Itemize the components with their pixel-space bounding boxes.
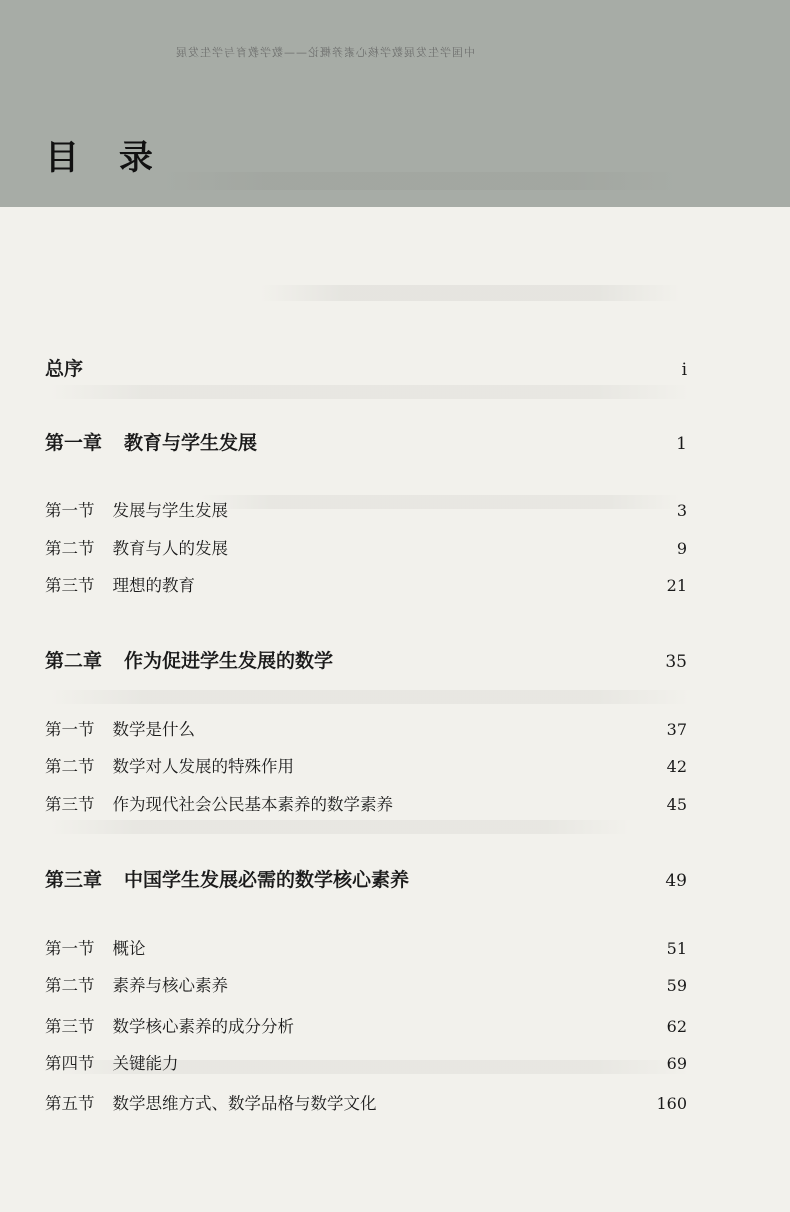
toc-title: 数学对人发展的特殊作用	[112, 757, 294, 776]
toc-page: 45	[666, 795, 687, 814]
toc-label: 第二节	[45, 539, 95, 558]
toc-title: 中国学生发展必需的数学核心素养	[124, 869, 410, 891]
toc-entry-section	[45, 497, 687, 521]
toc-label: 第二节	[45, 757, 95, 776]
toc-label: 第三章	[45, 869, 103, 891]
toc-entry-section	[45, 716, 687, 740]
toc-page: i	[681, 360, 687, 380]
toc-label: 第一章	[45, 432, 103, 454]
toc-entry-section	[45, 1013, 687, 1037]
show-through-line	[50, 820, 630, 834]
toc-entry-chapter	[45, 646, 687, 673]
toc-title: 理想的教育	[112, 576, 195, 595]
toc-page: 35	[665, 652, 687, 672]
toc-label: 第一节	[45, 720, 95, 739]
toc-title: 作为促进学生发展的数学	[124, 650, 334, 672]
toc-page: 42	[666, 757, 687, 776]
toc-page: 3	[676, 501, 687, 520]
toc-label: 第一节	[45, 501, 95, 520]
running-head: 中国学生发展数学核心素养概论——数学教育与学生发展	[175, 46, 475, 59]
toc-title: 关键能力	[112, 1054, 179, 1073]
toc-page: 59	[666, 976, 687, 995]
show-through-line	[50, 385, 690, 399]
toc-page: 51	[666, 939, 687, 958]
toc-title: 作为现代社会公民基本素养的数学素养	[112, 795, 393, 814]
show-through-line	[160, 172, 680, 190]
toc-page: 37	[666, 720, 687, 739]
toc-entry-section	[45, 791, 687, 815]
toc-page: 49	[665, 871, 687, 891]
toc-page: 1	[676, 434, 687, 454]
toc-label: 第一节	[45, 939, 95, 958]
toc-title: 概论	[112, 939, 146, 958]
show-through-line	[260, 285, 680, 301]
toc-title: 教育与学生发展	[124, 432, 258, 454]
toc-label: 第二章	[45, 650, 103, 672]
toc-label: 第五节	[45, 1094, 95, 1113]
toc-label: 第二节	[45, 976, 95, 995]
toc-entry-section	[45, 935, 687, 959]
toc-entry-preface	[45, 354, 687, 381]
toc-page: 160	[656, 1094, 687, 1113]
toc-label: 第三节	[45, 576, 95, 595]
toc-page: 21	[666, 576, 687, 595]
toc-label: 第四节	[45, 1054, 95, 1073]
toc-title: 数学思维方式、数学品格与数学文化	[112, 1094, 377, 1113]
toc-label: 第三节	[45, 1017, 95, 1036]
toc-entry-section	[45, 1090, 687, 1114]
toc-entry-section	[45, 1050, 687, 1074]
toc-page: 69	[666, 1054, 687, 1073]
toc-label: 第三节	[45, 795, 95, 814]
show-through-line	[50, 690, 690, 704]
page-title: 目 录	[45, 138, 167, 178]
toc-title: 素养与核心素养	[112, 976, 228, 995]
toc-entry-section	[45, 972, 687, 996]
toc-title: 数学核心素养的成分分析	[112, 1017, 294, 1036]
toc-page: 62	[666, 1017, 687, 1036]
toc-label: 总序	[45, 358, 84, 380]
toc-title: 发展与学生发展	[112, 501, 228, 520]
toc-title: 数学是什么	[112, 720, 195, 739]
toc-entry-chapter	[45, 428, 687, 455]
toc-entry-chapter	[45, 865, 687, 892]
toc-page: 9	[676, 539, 687, 558]
toc-entry-section	[45, 535, 687, 559]
toc-title: 教育与人的发展	[112, 539, 228, 558]
toc-entry-section	[45, 572, 687, 596]
toc-entry-section	[45, 753, 687, 777]
